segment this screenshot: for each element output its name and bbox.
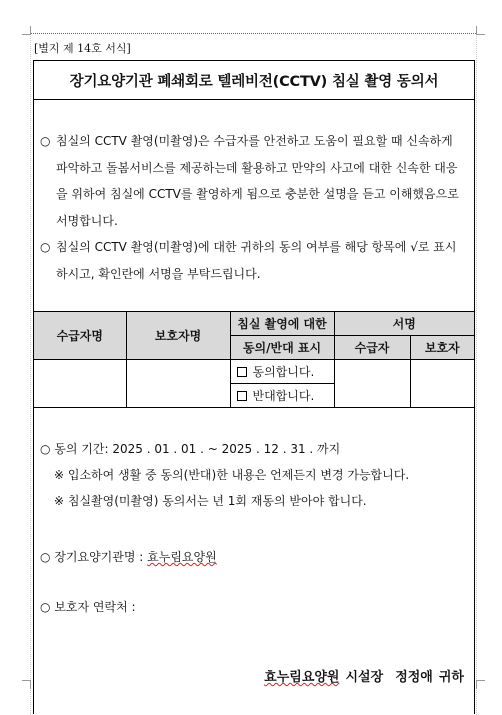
header-guardian-name: 보호자명 — [126, 312, 230, 360]
page-margin-top — [30, 33, 476, 34]
checkbox-icon[interactable] — [237, 391, 247, 401]
bullet-icon: ○ — [40, 240, 51, 254]
bullet-icon: ○ — [40, 442, 51, 456]
recipient-name-cell[interactable] — [34, 360, 126, 408]
bullet-icon: ○ — [40, 550, 51, 564]
agree-option[interactable]: 동의합니다. — [230, 360, 334, 384]
consent-period: ○ 동의 기간: 2025 . 01 . 01 . ~ 2025 . 12 . 31 . 까지 — [40, 442, 341, 456]
page-margin-right — [476, 33, 477, 715]
facility-name-line: ○ 장기요양기관명 : 효누림요양원 — [40, 550, 217, 564]
document-title: 장기요양기관 폐쇄회로 텔레비전(CCTV) 침실 촬영 동의서 — [34, 61, 474, 100]
corner-mark — [22, 26, 31, 35]
corner-mark — [476, 680, 485, 689]
addressee-name: 정정애 — [395, 670, 433, 685]
bullet-icon: ○ — [40, 600, 51, 614]
addressee-suffix: 귀하 — [438, 670, 464, 685]
addressee-title: 시설장 — [345, 670, 384, 685]
note-change: ※ 입소하여 생활 중 동의(반대)한 내용은 언제든지 변경 가능합니다. — [54, 468, 410, 482]
corner-mark — [476, 26, 485, 35]
guardian-signature-cell[interactable] — [410, 360, 474, 408]
header-consent-line1: 침실 촬영에 대한 — [230, 312, 334, 336]
recipient-signature-cell[interactable] — [334, 360, 410, 408]
intro-section — [40, 128, 468, 287]
consent-form — [33, 60, 475, 714]
note-renewal: ※ 침실촬영(미촬영) 동의서는 년 1회 재동의 받아야 합니다. — [54, 494, 367, 508]
header-signature: 서명 — [334, 312, 474, 336]
facility-name: 효누림요양원 — [147, 550, 217, 564]
header-sig-recipient: 수급자 — [334, 336, 410, 360]
header-recipient-name: 수급자명 — [34, 312, 126, 360]
corner-mark — [22, 680, 31, 689]
header-sig-guardian: 보호자 — [410, 336, 474, 360]
header-consent-line2: 동의/반대 표시 — [230, 336, 334, 360]
form-number-label: [별지 제 14호 서식] — [34, 42, 131, 55]
checkbox-icon[interactable] — [237, 367, 247, 377]
disagree-option[interactable]: 반대합니다. — [230, 384, 334, 408]
consent-table — [34, 311, 474, 408]
addressee-facility: 효누림요양원 — [264, 670, 340, 685]
addressee-line — [258, 666, 464, 685]
intro-paragraph: ○ 침실의 CCTV 촬영(미촬영)에 대한 귀하의 동의 여부를 해당 항목에 √로 표시하시고, 확인란에 서명을 부탁드립니다. — [40, 234, 468, 287]
guardian-contact-line: ○ 보호자 연락처 : — [40, 600, 136, 614]
guardian-name-cell[interactable] — [126, 360, 230, 408]
intro-paragraph: ○ 침실의 CCTV 촬영(미촬영)은 수급자를 안전하고 도움이 필요할 때 신속하게 파악하고 돌봄서비스를 제공하는데 활용하고 만약의 사고에 대한 신속한 대응을 위하여 침실에 CCTV를 촬영하게 됨으로 충분한 설명을 듣고 이해했음으로 서명합니다. — [40, 128, 468, 234]
bullet-icon: ○ — [40, 134, 51, 148]
page-margin-left — [30, 33, 31, 715]
